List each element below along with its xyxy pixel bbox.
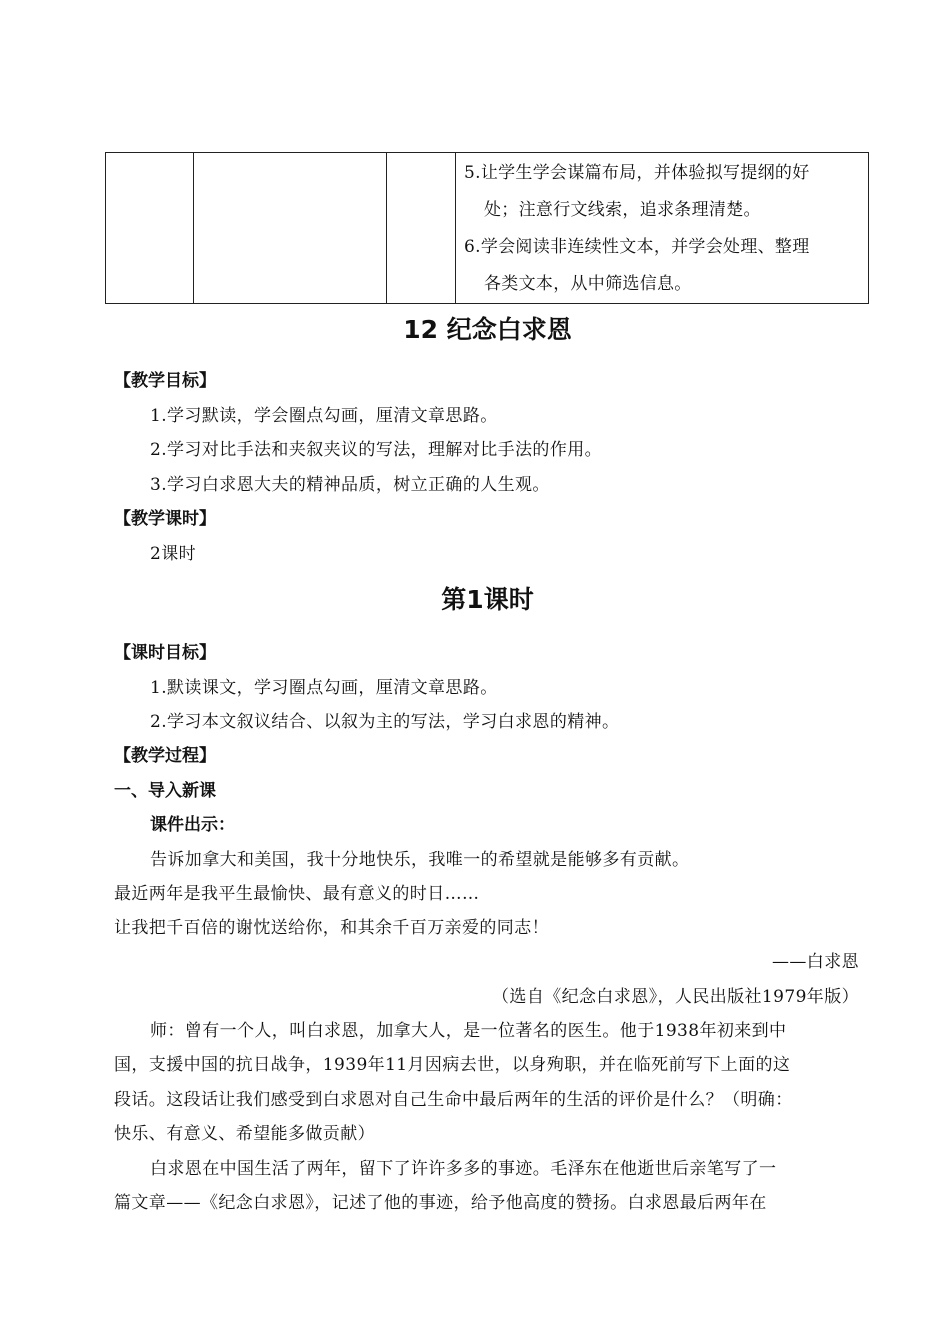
table-cell-3 — [387, 153, 456, 304]
teaching-goal-3: 3.学习白求恩大夫的精神品质，树立正确的人生观。 — [150, 475, 550, 495]
period-goals-heading: 【课时目标】 — [114, 643, 216, 663]
quote-line-1: 告诉加拿大和美国，我十分地快乐，我唯一的希望就是能够多有贡献。 — [150, 850, 690, 870]
para1-line-4: 快乐、有意义、希望能多做贡献） — [114, 1124, 375, 1144]
period-title: 第1课时 — [441, 585, 534, 614]
teaching-goals-heading: 【教学目标】 — [114, 371, 216, 391]
section-intro-heading: 一、导入新课 — [114, 781, 216, 801]
objective-item-5: 5.让学生学会谋篇布局，并体验拟写提纲的好 — [464, 163, 810, 183]
objective-item-5-cont: 处；注意行文线索，追求条理清楚。 — [484, 200, 761, 220]
process-heading: 【教学过程】 — [114, 746, 216, 766]
period-goal-2: 2.学习本文叙议结合、以叙为主的写法，学习白求恩的精神。 — [150, 712, 620, 732]
para2-line-1: 白求恩在中国生活了两年，留下了许许多多的事迹。毛泽东在他逝世后亲笔写了一 — [150, 1159, 777, 1179]
para1-line-2: 国，支援中国的抗日战争，1939年11月因病去世，以身殉职，并在临死前写下上面的这 — [114, 1055, 791, 1075]
teaching-hours-value: 2课时 — [150, 544, 197, 564]
quote-line-3: 让我把千百倍的谢忱送给你，和其余千百万亲爱的同志！ — [114, 918, 549, 938]
objectives-table — [105, 152, 869, 304]
para1-line-3: 段话。这段话让我们感受到白求恩对自己生命中最后两年的生活的评价是什么？（明确： — [114, 1090, 793, 1110]
quote-author: ——白求恩 — [772, 952, 859, 972]
teaching-goal-2: 2.学习对比手法和夹叙夹议的写法，理解对比手法的作用。 — [150, 440, 603, 460]
quote-source: （选自《纪念白求恩》，人民出版社1979年版） — [492, 987, 859, 1007]
teaching-hours-heading: 【教学课时】 — [114, 509, 216, 529]
table-cell-2 — [194, 153, 387, 304]
objective-item-6: 6.学会阅读非连续性文本，并学会处理、整理 — [464, 237, 810, 257]
courseware-label: 课件出示： — [150, 815, 235, 835]
quote-line-2: 最近两年是我平生最愉快、最有意义的时日…… — [114, 884, 480, 904]
table-row — [106, 153, 869, 304]
para2-line-2: 篇文章——《纪念白求恩》，记述了他的事迹，给予他高度的赞扬。白求恩最后两年在 — [114, 1193, 767, 1213]
para1-line-1: 师：曾有一个人，叫白求恩，加拿大人，是一位著名的医生。他于1938年初来到中 — [150, 1021, 787, 1041]
lesson-title: 12 纪念白求恩 — [403, 315, 572, 344]
period-goal-1: 1.默读课文，学习圈点勾画，厘清文章思路。 — [150, 678, 498, 698]
teaching-goal-1: 1.学习默读，学会圈点勾画，厘清文章思路。 — [150, 406, 498, 426]
objective-item-6-cont: 各类文本，从中筛选信息。 — [484, 274, 692, 294]
table-cell-objectives — [456, 153, 869, 304]
table-cell-1 — [106, 153, 194, 304]
